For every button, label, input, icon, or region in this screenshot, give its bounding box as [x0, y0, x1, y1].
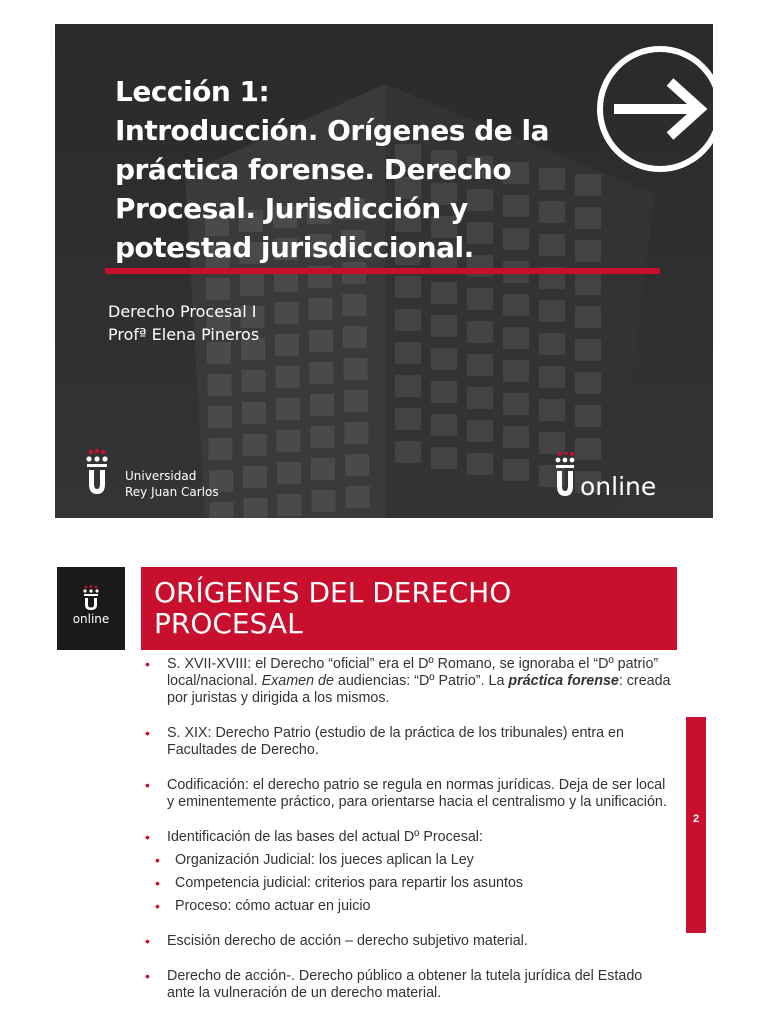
building-window [431, 447, 457, 469]
building-window [345, 454, 369, 476]
building-window [503, 426, 529, 448]
building-window [311, 426, 335, 448]
list-item [142, 656, 672, 707]
building-window [243, 466, 267, 488]
building-window [244, 498, 268, 518]
title-line: ORÍGENES DEL DERECHO [154, 576, 512, 609]
list-item: • Escisión derecho de acción – derecho subjetivo material. [142, 933, 672, 950]
building-window [467, 288, 493, 310]
building-window [575, 273, 601, 295]
building-window [242, 402, 266, 424]
title-line: potestad jurisdiccional. [115, 231, 474, 264]
building-window [309, 330, 333, 352]
bullet-text-italic: Examen de [261, 673, 334, 689]
building-window [539, 333, 565, 355]
slide-title [115, 72, 595, 267]
building-window [395, 309, 421, 331]
online-label: online [580, 472, 657, 501]
sub-list [142, 852, 672, 915]
university-name [125, 468, 219, 500]
building-window [310, 362, 334, 384]
page-number-tab [686, 717, 706, 933]
university-line: Universidad [125, 469, 197, 483]
course-name: Derecho Procesal I [108, 302, 257, 321]
building-window [395, 408, 421, 430]
building-window [275, 302, 299, 324]
building-window [277, 430, 301, 452]
title-line: PROCESAL [154, 607, 303, 640]
building-window [278, 494, 302, 516]
building-window [311, 458, 335, 480]
building-window [539, 432, 565, 454]
title-line: práctica forense. Derecho [115, 153, 512, 186]
list-item: • Derecho de acción-. Derecho público a obtener la tutela jurídica del Estado ante la vulneración de un derecho material. [142, 968, 672, 1002]
building-window [575, 405, 601, 427]
building-window [345, 422, 369, 444]
professor-name: Profª Elena Pineros [108, 325, 260, 344]
building-window [431, 348, 457, 370]
building-window [343, 294, 367, 316]
building-window [467, 453, 493, 475]
building-window [395, 276, 421, 298]
building-window [276, 398, 300, 420]
building-window [467, 387, 493, 409]
building-window [312, 490, 336, 512]
bullet-text-emphasis: práctica forense [508, 673, 619, 689]
arrow-right-icon[interactable] [590, 44, 713, 174]
building-window [431, 381, 457, 403]
online-logo-badge [57, 567, 125, 650]
building-window [343, 326, 367, 348]
building-window [395, 375, 421, 397]
course-info [108, 300, 259, 346]
bullet-text: S. XVII-XVIII: el Derecho “oficial” era el Dº Romano, se ignoraba el “Dº patrio” local/nacional. [167, 656, 659, 689]
building-window [208, 374, 232, 396]
building-window [539, 366, 565, 388]
building-window [275, 334, 299, 356]
building-window [240, 274, 264, 296]
title-slide [55, 24, 713, 518]
bullet-text: audiencias: “Dº Patrio”. La [333, 673, 509, 689]
building-window [575, 306, 601, 328]
sub-list-item: • Competencia judicial: criterios para repartir los asuntos [142, 875, 672, 892]
building-window [503, 360, 529, 382]
building-window [467, 420, 493, 442]
building-window [395, 342, 421, 364]
building-window [310, 394, 334, 416]
slide-title [154, 577, 511, 639]
building-window [309, 298, 333, 320]
page-number: 2 [692, 813, 700, 825]
building-window [242, 370, 266, 392]
building-window [503, 459, 529, 481]
building-window [344, 358, 368, 380]
building-window [431, 315, 457, 337]
building-window [503, 393, 529, 415]
sub-list-item: • Proceso: cómo actuar en juicio [142, 898, 672, 915]
building-window [503, 294, 529, 316]
building-window [210, 502, 234, 518]
building-window [575, 372, 601, 394]
list-item-group [142, 829, 672, 915]
building-window [503, 327, 529, 349]
building-window [467, 321, 493, 343]
title-line: Lección 1: [115, 75, 270, 108]
title-line: Introducción. Orígenes de la [115, 114, 549, 147]
building-window [344, 390, 368, 412]
building-window [431, 414, 457, 436]
list-item: • Identificación de las bases del actual Dº Procesal: [142, 829, 672, 846]
building-window [575, 339, 601, 361]
title-line: Procesal. Jurisdicción y [115, 192, 468, 225]
building-window [539, 300, 565, 322]
building-window [209, 438, 233, 460]
online-label: online [72, 612, 110, 626]
building-window [243, 434, 267, 456]
building-window [431, 282, 457, 304]
building-window [208, 406, 232, 428]
building-window [395, 441, 421, 463]
title-divider [105, 268, 660, 274]
building-window [276, 366, 300, 388]
list-item: • Codificación: el derecho patrio se regula en normas jurídicas. Deja de ser local y eminentemente práctico, para orientarse hacia el centralismo y la unificación. [142, 777, 672, 811]
urjc-logo-icon [83, 448, 123, 498]
building-window [206, 278, 230, 300]
building-window [467, 354, 493, 376]
building-window [539, 399, 565, 421]
urjc-u-icon [80, 585, 102, 611]
bullet-text: : creada por juristas y dirigida a los mismos. [167, 673, 671, 706]
list-item: • S. XIX: Derecho Patrio (estudio de la práctica de los tribunales) entra en Facultades de Derecho. [142, 725, 672, 759]
building-window [346, 486, 370, 508]
sub-list-item: • Organización Judicial: los jueces aplican la Ley [142, 852, 672, 869]
slide-header [141, 567, 677, 650]
bullet-list [142, 656, 672, 1020]
building-window [277, 462, 301, 484]
university-line: Rey Juan Carlos [125, 485, 219, 499]
